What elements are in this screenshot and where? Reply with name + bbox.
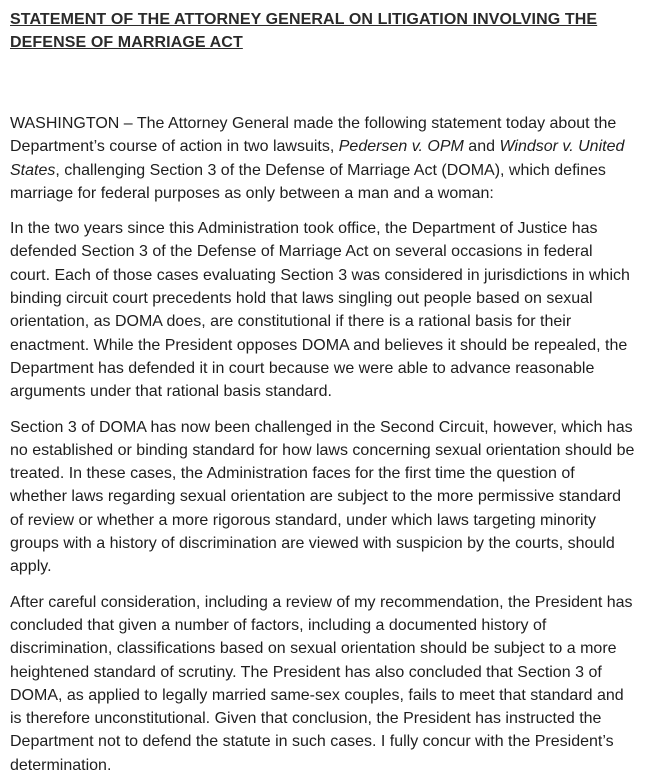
body-paragraph-second-circuit: Section 3 of DOMA has now been challenged in the Second Circuit, however, which has no established or binding standard for how laws concerning sexual orientation should be treated. In these cases, the Administration faces for the first time the question of whether laws regarding sexual orientation are subject to the more permissive standard of review or whether a more rigorous standard, under which laws targeting minority groups with a history of discrimination are viewed with suspicion by the courts, should apply. (10, 418, 635, 576)
body-paragraph-defense-history: In the two years since this Administration took office, the Department of Justice has defended Section 3 of the Defense of Marriage Act on several occasions in federal court. Each of those cases evaluating Section 3 was considered in jurisdictions in which binding circuit court precedents hold that laws singling out people based on sexual orientation, as DOMA does, are constitutional if there is a rational basis for their enactment. While the President opposes DOMA and believes it should be repealed, the Department has defended it in court because we were able to advance reasonable arguments under that rational basis standard. (10, 220, 630, 401)
case-name-windsor: Windsor v. United States (10, 138, 625, 179)
statement-title: STATEMENT OF THE ATTORNEY GENERAL ON LITIGATION INVOLVING THE DEFENSE OF MARRIAGE ACT (10, 11, 598, 51)
body-paragraph-conclusion: After careful consideration, including a review of my recommendation, the President has concluded that given a number of factors, including a documented history of discrimination, classifications based on sexual orientation should be subject to a more heightened standard of scrutiny. The President has also concluded that Section 3 of DOMA, as applied to legally married same-sex couples, fails to meet that standard and is therefore unconstitutional. Given that conclusion, the President has instructed the Department not to defend the statute in such cases. I fully concur with the President’s determination. (10, 593, 633, 774)
intro-connector-text: and (463, 138, 500, 156)
intro-lead-text: WASHINGTON – The Attorney General made the following statement today about the Department’s course of action in two lawsuits, (10, 115, 617, 156)
intro-paragraph (10, 112, 635, 205)
case-name-pedersen: Pedersen v. OPM (338, 138, 464, 156)
intro-tail-text: , challenging Section 3 of the Defense of Marriage Act (DOMA), which defines marriage for federal purposes as only between a man and a woman: (10, 161, 606, 202)
